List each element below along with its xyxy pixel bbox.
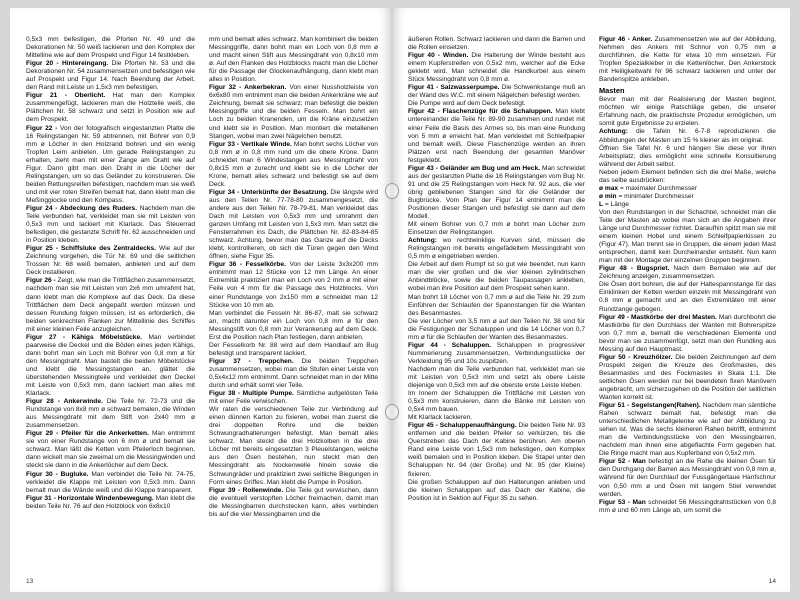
paragraph	[408, 36, 585, 52]
paragraph	[209, 141, 378, 189]
right-page	[392, 8, 790, 592]
paragraph-heading: Figur 31 - Horizontale Windenbewegung.	[26, 494, 154, 502]
paragraph-heading: Figur 33 - Vertikale Winde.	[209, 140, 292, 148]
paragraph	[408, 318, 585, 342]
paragraph	[26, 245, 195, 277]
paragraph-heading: Achtung:	[599, 128, 628, 136]
paragraph-text: Die beiden Zeichnungen auf dem Prospekt zeigen die Kreuze des Großmastes, des Besanmastes und des Fockmastes in Skala 1:1. Die seitlichen Ösen werden nur bei beendeten fixen Manövern angebracht, um sicherzugehen ob die Position der seitlichen Wanten korrekt ist.	[599, 353, 776, 402]
paragraph	[408, 221, 585, 237]
paragraph	[26, 277, 195, 333]
paragraph-heading: Figur 32 - Ankerbekran.	[209, 84, 287, 92]
paragraph-text: = Länge	[604, 200, 629, 208]
paragraph	[408, 261, 585, 293]
paragraph-heading: Figur 30 - Bugluke.	[26, 470, 89, 478]
paragraph-heading: Figur 34 - Unterkünfte der Besatzung.	[209, 188, 329, 196]
paragraph-text: Im Innern der Schaluppen die Trittfläche mit Leisten von 0,5x3 mm konstruieren, dann die Bänke mit Leisten von 0,5x4 mm bauen.	[408, 390, 585, 414]
paragraph	[599, 201, 776, 209]
paragraph-text: Man durchbohrt die Mastkörbe für den Durchlass der Wanten mit Bohrerspitze von 0,7 mm ø, bemalt die verschiedenen Elemente und bevor man sie zusammenfügt, setzt man den Rundling aus Messing auf den Hauptmast.	[599, 313, 776, 353]
paragraph	[209, 36, 378, 84]
paragraph-text: Man bohrt sechs Löcher von 0,8 mm ø in 0,8 mm rund um die obere Krone. Dann schneidet man 6 Windestangen aus Messingdraht von 0,8x15 mm ø zurecht und klebt sie in die Löcher der Krone, bemalt alles schwarz und befestigt sie auf dem Deck.	[209, 140, 378, 188]
page-number: 14	[768, 578, 776, 585]
paragraph	[599, 354, 776, 402]
page-number: 13	[26, 578, 34, 585]
paragraph-text: Die Teile gut verwischen, dann die eventuell verstopften Löcher freimachen, damit man die Messingbarren durchstecken kann, alles verbinden bis auf die vier Messingbarren und die	[209, 486, 378, 518]
paragraph-text: schneidet 56 Messingdrahtstücken von 0,8 mm ø und 60 mm Länge ab, um somit die	[599, 498, 776, 514]
paragraph-text: Nachdem man sämtliche Rahen schwarz bemalt hat, befestigt man die unterschiedlichen Metallgelenke wie auf der Abbildung zu sehen ist. Was die sechs kleineren Rahen betrifft, entnimmt man die Verbindungsstücke von den Messingbarren, nachdem man ihnen eine abgeflachte Form gegeben hat. Die Ringe macht man aus Kupferband von 0,5x2 mm.	[599, 402, 776, 458]
paragraph-text: wo rechtwinklige Kurven sind, müssen die Relingstangen mit bereits eingefädeltem Messingdraht von 0,5 mm ø eingetrieben werden.	[408, 237, 585, 261]
binding-ring	[385, 404, 399, 420]
paragraph	[26, 60, 195, 92]
paragraph	[599, 402, 776, 458]
paragraph	[209, 261, 378, 309]
paragraph	[209, 310, 378, 342]
paragraph-text: Wie auf der Zeichnung vorgehen, die Tür Nr. 69 und die seitlichen Trossen Nr. 68 weiß bemalen, anbieten und auf dem Deck installieren.	[26, 245, 195, 277]
paragraph	[209, 487, 378, 519]
paragraph-text: Die Schwenkstange muß an der Wand des W.C. mit einem Nägelchen befestigt werden.	[408, 84, 585, 100]
paragraph	[408, 342, 585, 366]
paragraph	[26, 205, 195, 245]
paragraph-text: Man verbindet paarweise die Deckel und die Böden eines jeden Kähigs, dann bohrt man ein Loch mit Bohrer von 0,8 mm ø für den Messingdraht. Man bastelt die beiden Möbelstücke und klebt die Messingstangen an, glättet die überstehenden Messingteile und verkleidet den Deckel mit Leiste von 0,5x3 mm, dann lackiert man alles mit Klarlack.	[26, 333, 195, 398]
paragraph	[408, 422, 585, 478]
paragraph	[408, 294, 585, 318]
paragraph-text: Von einer Nussholzleiste von 6x6x80 mm entnimmt man die beiden Ankerkräne wie auf Zeichnung, bemalt sie schwarz; man befestigt die beiden Messinggriffe und die beiden Fesseln. Man bohrt ein Loch zu beiden Kranenden, um die Kräne einzusetzen und klebt sie in Position. Man montiert die metallenen Stangen, wobei man zwei Nägelchen benutzt.	[209, 84, 378, 140]
paragraph-text: die Tafeln Nr. 6-7-8 reproduzieren die Abbildungen der Masten um 15 % kleiner als im original.	[599, 128, 776, 144]
paragraph-heading: Figur 41 - Salzwasserpumpe.	[408, 84, 500, 92]
paragraph-heading: Figur 45 - Schaluppenaufhängung.	[408, 422, 517, 430]
paragraph	[599, 499, 776, 515]
left-page	[10, 8, 392, 592]
paragraph-text: Mit Klarlack lackieren.	[408, 414, 473, 422]
paragraph	[599, 169, 776, 185]
paragraph	[599, 96, 776, 128]
paragraph	[408, 84, 585, 100]
paragraph	[408, 390, 585, 414]
paragraph	[26, 495, 195, 511]
paragraph-heading: ø max	[599, 184, 619, 192]
paragraph-text: Die Pumpe wird auf dem Deck befestigt.	[408, 100, 526, 108]
paragraph	[209, 406, 378, 486]
paragraph-text: Zusammensetzen wie auf der Abbildung, Nehmen des Ankers mit Schnur von 0,75 mm ø durchführen, die Kette für etwa 10 mm einsetzen. Für Tropfen Spezialkleber in die Kettenlöcher. Den Ankerstock mit Heiligkeitwahl Nr 96 schwarz lackieren und unter der Bandenspitze ankleben.	[599, 36, 776, 84]
paragraph-text: Man klebt untereinander die Teile Nr. 89-90 zusammen und rundet mit einer Feile die Basis des Armes so, bis man eine Rundung von 5 mm ø erreicht hat. Man verkleidet mit Schleifpapier und bemalt weiß. Diese Flaschenzüge werden an ihren Plätzen erst nach Beendung der gesamten Manöver festgeklebt.	[408, 108, 585, 164]
paragraph-text: Wir raten die verschiedenen Teile zur Verbindung auf einen dünnen Karton zu fixieren, wobei man zuerst die drei doppelten Rohre und die beiden Schwungradhalterungen befestigt. Man bemalt alles schwarz. Man steckt die drei Holzkolben in die drei Löcher mit bereits eingesetzten 3 Pleuelstangen, welche aus den Ösen bestehen, nun steckt man den Messingdraht als Nockenwelle hinein sowie die Schwungräder und praktiziert zwei seitliche Biegungen in Form eines Griffes. Man klebt die Pumpe in Position.	[209, 406, 378, 486]
paragraph	[599, 281, 776, 313]
paragraph-text: äußeren Rollen. Schwarz lackieren und dann die Barren und die Rollen einsetzen.	[408, 36, 585, 52]
paragraph-text: Die vier Löcher von 3,5 mm ø auf den Teilen Nr. 38 sind für die Festigungen der Schaluppen und die 14 Löcher von 0,7 mm ø für die Schlaufen der Wanten des Besanmastes.	[408, 317, 585, 341]
paragraph	[408, 479, 585, 503]
paragraph	[599, 185, 776, 193]
paragraph-text: Man schneidet aus der gestanzten Platte die 16 Relingstangen vom Bug Nr. 91 und die 25 Relingstangen vom Heck Nr. 92 aus, die vier übrig gebliebenen Stangen sind für die Geländer der Bugbrücke. Vom Plan der Figur 14 entnimmt man die Positionen dieser Stangen und befestigt sie dann auf dem Modell.	[408, 164, 585, 221]
paragraph-heading: Figur 42 - Flaschenzüge für die Schaluppen.	[408, 108, 553, 116]
paragraph-heading: Figur 21 - Oberlicht.	[26, 92, 106, 100]
paragraph-text: Die Teile Nr. 72-73 und die Rundstange von 8x8 mm ø schwarz bemalen, die Winden aus Messingdraht mit dem Stift von 2x40 mm ø zusammensetzen.	[26, 398, 195, 430]
paragraph-heading: Figur 39 - Rollenwinde.	[209, 486, 284, 494]
paragraph	[26, 398, 195, 430]
paragraph-text: Von der Leiste 3x3x200 mm entnimmt man 12 Stücke von 12 mm Länge. An einer Extremität praktiziert man ein Loch von 2 mm ø mit einer Feile von 4 mm für die Passage des Holzblocks. Von einer Rundstange von 2x150 mm ø schneidet man 12 Stücke von 10 mm ab.	[209, 261, 378, 309]
paragraph	[26, 125, 195, 205]
paragraph-text: Die Halterung der Winde besteht aus einem Kupferstreifen von 0,5x2 mm, welcher auf die Ecke geklebt wird. Man schneidet die Handkurbel aus einem Stück Messingdraht von 0,8 mm ø.	[408, 52, 585, 84]
paragraph	[209, 358, 378, 390]
paragraph-text: Bevor man mit der Realisierung der Masten beginnt, möchten wir einige Ratschläge geben, die unserer Erfahrung nach, die praktischste Prozedur ermöglichen, um somit gute Ergebnisse zu erzielen.	[599, 96, 776, 128]
paragraph-text: Zeigt, wie man die Trittflächen zusammensetzt, nachdem man sie mit Leisten von 2x6 mm umrahmt hat, dann klebt man die Komplexe auf das Deck. Da diese Trittflächen dem Deck angepaßt werden müssen und dessen Rundung folgen müssen, ist es erforderlich, die beiden senkrechten Flanken zur Mittellinie des Schiffes mit einer kleinen Feile anzugleichen.	[26, 277, 195, 333]
binding-ring	[385, 183, 399, 199]
paragraph-heading: Figur 48 - Bugspriet.	[599, 265, 670, 273]
paragraph-text: Der Fesselkorb Nr. 88 wird auf dem Handlauf am Bug befestigt und transparent lackiert.	[209, 341, 378, 357]
right-page-column-2	[599, 36, 776, 570]
paragraph-text: Neben jedem Element befinden sich die drei Maße, welche das selbe ausdrücken:	[599, 168, 776, 184]
paragraph	[408, 165, 585, 221]
paragraph-text: Man klebt die beiden Teile Nr. 76 auf den Holzblock von 6x8x10	[26, 494, 195, 510]
paragraph-text: Hat man den Komplex zusammengefügt, lackieren man die Holzteile weiß, die Plättchen Nr. 58 schwarz und setzt in Position wie auf dem Prospekt.	[26, 92, 195, 124]
paragraph-text: 0,5x3 mm befestigen, die Pforten Nr. 49 und die Dekorationen Nr. 50 weiß lackieren und den Komplex der Mittelline wie auf dem Prospekt und Figur 14 festkleben.	[26, 36, 195, 60]
paragraph-heading: Figur 27 - Kähigs Möbelstücke.	[26, 333, 142, 341]
paragraph	[209, 84, 378, 140]
paragraph-heading: Figur 22 -	[26, 124, 58, 132]
paragraph-heading: Figur 46 - Anker.	[599, 36, 653, 43]
paragraph-heading: Figur 38 - Multiple Pumpe.	[209, 390, 294, 398]
paragraph-text: Öffnen Sie Tafel Nr. 6 und hängen Sie diese vor Ihren Arbeitsplatz; dies ermöglicht eine schnelle Konsultierung während der Arbeit selbst.	[599, 144, 776, 168]
paragraph-heading: ø min	[599, 192, 617, 200]
paragraph	[599, 128, 776, 144]
paragraph	[408, 366, 585, 390]
paragraph-text: Die längste wird aus den Teilen Nr. 77-78-80 zusammengesetzt, die andere aus den Teilen Nr. 78-79-81. Man verkleidet das Dach mit Leisten von 0,5x3 mm und umrahmt den ganzen Umfang mit Leisten von 1,5x3 mm. Man setzt die Fensterrahmen ins Dach, die Plättchen Nr. 82-83-84-85 schwarz. Achtung, bevor man das Ganze auf die Decks klebt, kontrollieren, ob sich die Türen gegen den Wind öffnen, siehe Figur 35.	[209, 188, 378, 261]
paragraph-text: Die Arbeit auf dem Rumpf ist so gut wie beendet, nun kann man die vier großen und die vier kleinen zylindrischen Anbindblöcke, sowie die beiden Taupassagen ankleben, wobei man ihre Position auf dem Prospekt sehen kann.	[408, 261, 585, 293]
paragraph-text: mm und bemalt alles schwarz. Man kombiniert die beiden Messinggriffe, dann bohrt man ein Loch von 0,8 mm ø und macht einen Stift aus Messingdraht von 0,8x10 mm ø. Auf den Flanken des Holzblocks macht man die Löcher für die Passage der Glockenaufhängung, dann klebt man alles in Position.	[209, 36, 378, 84]
paragraph-text: Schaluppen in progressiver Nummerierung zusammensetzen, Verbindungsstücke der Verkleidung 95 und 10s zuspitzen.	[408, 341, 585, 365]
paragraph-heading: Figur 29 - Pfeiler für die Ankerketten.	[26, 430, 149, 438]
paragraph-heading: Figur 49 - Mastkörbe der drei Masten.	[599, 313, 717, 321]
paragraph-text: Sämtliche aufgelösten Teile mit einer Feile verwischen.	[209, 390, 378, 406]
paragraph-heading: Figur 43 - Geländer am Bug und am Heck.	[408, 164, 540, 172]
paragraph-heading: Figur 53 - Man	[599, 498, 646, 506]
paragraph	[599, 36, 776, 84]
paragraph-heading: Figur 36 - Fesselkörbe.	[209, 261, 286, 269]
paragraph-text: Nachdem man die Teile verbunden hat, verkleidet man sie mit Leisten von 0,5x3 mm und setzt als obere Leiste diejenige von 0,5x3 mm auf die oberste erste Leiste kleben.	[408, 365, 585, 390]
paragraph	[26, 471, 195, 495]
paragraph	[599, 193, 776, 201]
paragraph-heading: Figur 40 - Winden.	[408, 52, 469, 60]
paragraph	[26, 334, 195, 398]
paragraph-text: Die großen Schaluppen auf den Halterungen anleben und die kleinen Schaluppen auf das Dach der Kabine, die Position ist in Sektion auf Figur 35 zu sehen.	[408, 478, 585, 502]
left-page-column-1	[26, 36, 195, 570]
paragraph	[408, 100, 585, 108]
paragraph	[599, 145, 776, 169]
paragraph-heading: Figur 20 - Hintereingang.	[26, 60, 109, 68]
paragraph-text: Man bohrt 18 Löcher von 0,7 mm ø auf die Teile Nr. 29 zum Einführen der Schlaufen der Spannstangen für die Wanten des Besanmastes.	[408, 293, 585, 317]
paragraph-text: = minimaler Durchmesser	[618, 192, 694, 200]
paragraph-text: Man verbindet die Fesseln Nr. 86-87, malt sie schwarz an, macht darunter ein Loch von 0,8 mm ø für den Messingstift von 0,8 mm zur Verankerung auf dem Deck. Erst die Position nach Plan festlegen, dann anbieten.	[209, 309, 378, 341]
paragraph-heading: Figur 25 - Schiffsluke des Zentraldecks.	[26, 245, 156, 253]
paragraph	[209, 342, 378, 358]
paragraph-text: Man verbindet die Teile Nr. 74-75, verkleidet die Klappe mit Leisten von 0,5x3 mm. Dann bemalt man die Wände weiß und die Klappe transparent.	[26, 470, 195, 494]
paragraph-text: Nach dem Bemalen wie auf der Zeichnung anzeigen, zusammensetzen.	[599, 265, 776, 281]
paragraph-heading: Figur 44 - Schaluppen.	[408, 341, 491, 349]
left-page-column-2	[209, 36, 378, 570]
paragraph-heading: L	[599, 200, 604, 208]
paragraph	[599, 458, 776, 498]
paragraph-text: Die Ösen dort bohren, die auf der Haltespannstange für das Einklinken der Ketten werden einzeln mit Messingdraht von 0,8 mm ø gemacht und an den Extremitäten mit einer Rundzange gebogen.	[599, 281, 776, 313]
paragraph-text: Mit einem Bohrer von 0,7 mm ø bohrt man Löcher zum Einsetzen der Relingstangen.	[408, 221, 585, 237]
paragraph-heading: Figur 28 - Ankerwinde.	[26, 398, 103, 406]
paragraph	[26, 92, 195, 124]
paragraph-text: befestigt an die Rahe die kleinen Ösen für den Durchgang der Barren aus Messingdraht von 0,8 mm ø, während für den Durchlauf der Fussgängertaue Hanfschnur von 0,50 mm ø und Ösen mit langem Stiel verwendet werden.	[599, 458, 776, 498]
paragraph	[599, 314, 776, 354]
paragraph-heading: Figur 26 -	[26, 277, 56, 285]
paragraph-text: Die beiden Treppchen zusammensetzen, wobei man die Stufen einer Leiste von 0,5x4x12 mm entnimmt. Dann schneidet man in der Mitte durch und erhält somit vier Teile.	[209, 357, 378, 390]
right-page-column-1	[408, 36, 585, 570]
section-heading: Masten	[599, 86, 625, 96]
paragraph-heading: Figur 50 - Kreuzhölzer.	[599, 353, 673, 361]
paragraph-heading: Achtung:	[408, 237, 437, 245]
paragraph	[408, 237, 585, 261]
paragraph	[599, 209, 776, 265]
paragraph	[209, 189, 378, 261]
paragraph	[599, 265, 776, 281]
paragraph	[209, 390, 378, 406]
paragraph	[408, 52, 585, 84]
paragraph-text: Von den Rundstangen in der Schachtel, schneidet man die Teile der Masten ab wobei man sich an die Angaben ihrer Länge und Durchmesser richtet. Daraufhin spitzt man sie mit einem kleinen Hobel und einem Schleifpapierkissen zu (Figur 47). Man trennt sie in Gruppen, die einem jeden Mast entsprechen, damit kein Durcheinander entsteht. Nun kann man mit der Montage der einzelnen Gruppen beginnen.	[599, 208, 776, 265]
paragraph-text: Nachdem man die Teile verbunden hat, verkleidet man sie mit Leisten von 0,5x3 mm und lackiert mit Klarlack. Das Steuerrad befestigen, die gestanzte Schrift Nr. 62 ausschneiden und in Position kleben.	[26, 204, 195, 245]
paragraph	[26, 430, 195, 470]
paragraph-text: = maximaler Durchmesser	[619, 184, 698, 192]
paragraph-heading: Figur 51 - Segelstangen(Rahen).	[599, 402, 701, 410]
paragraph-heading: Figur 24 - Abdeckung des Ruders.	[26, 204, 138, 212]
paragraph-text: Von der fotografisch eingestanzten Platte die 16 Relingstangen Nr. 59 abtrennen, mit Bohrer von 0,9 mm ø Löcher in den Holzrand bohren und ein wenig Tropfen Leim anbieten. Um gerade Relingstangen zu erhalten, zieht man mit einer Zange am Draht wie auf Figur. Dann gibt man den Draht in die Löcher der Relingstangen, um so das Geländer zu konstruieren. Die beiden Rettungsreifen befestigen, nachdem man sie weiß und mit vier roten Streifen bemalt hat, dann klebt man die Meßinggiocke und den Kompass.	[26, 124, 195, 204]
paragraph-text: Die Pforten Nr. 53 und die Dekorationen Nr. 54 zusammensetzen und befestigen wie auf Prospekt und Figur 14. Nach Beendung der Arbeit, den Rand mit Leiste un 1,5x3 mm befestigen.	[26, 60, 195, 92]
paragraph-heading: Figur 37 - Treppchen.	[209, 357, 294, 365]
paragraph-heading: Figur 52 - Man	[599, 458, 646, 466]
paragraph-text: Die beiden Teile Nr. 93 entfernen und die beiden Pfeiler so verkürzen, bis die Querstreben das Dach der Kabine berühren. Am oberen Rand eine Leiste von 1,5x3 mm befestigen, den Komplex weiß bemalen und in Position kleben. Die Stapel unter den Schaluppen Nr. 94 (der Große) und Nr. 95 (der Kleine) fixieren.	[408, 422, 585, 478]
paragraph-text: Man entnimmt sie von einer Rundstange von 6 mm ø und bemalt sie schwarz. Man läßt die Ketten vom Pfeilerloch beginnen, dann wickelt man sie zweimal um die Messingwinden und steckt sie dann in die Ankerlöcher auf dem Deck.	[26, 430, 195, 470]
paragraph	[408, 108, 585, 164]
paragraph	[26, 36, 195, 60]
paragraph	[408, 414, 585, 422]
